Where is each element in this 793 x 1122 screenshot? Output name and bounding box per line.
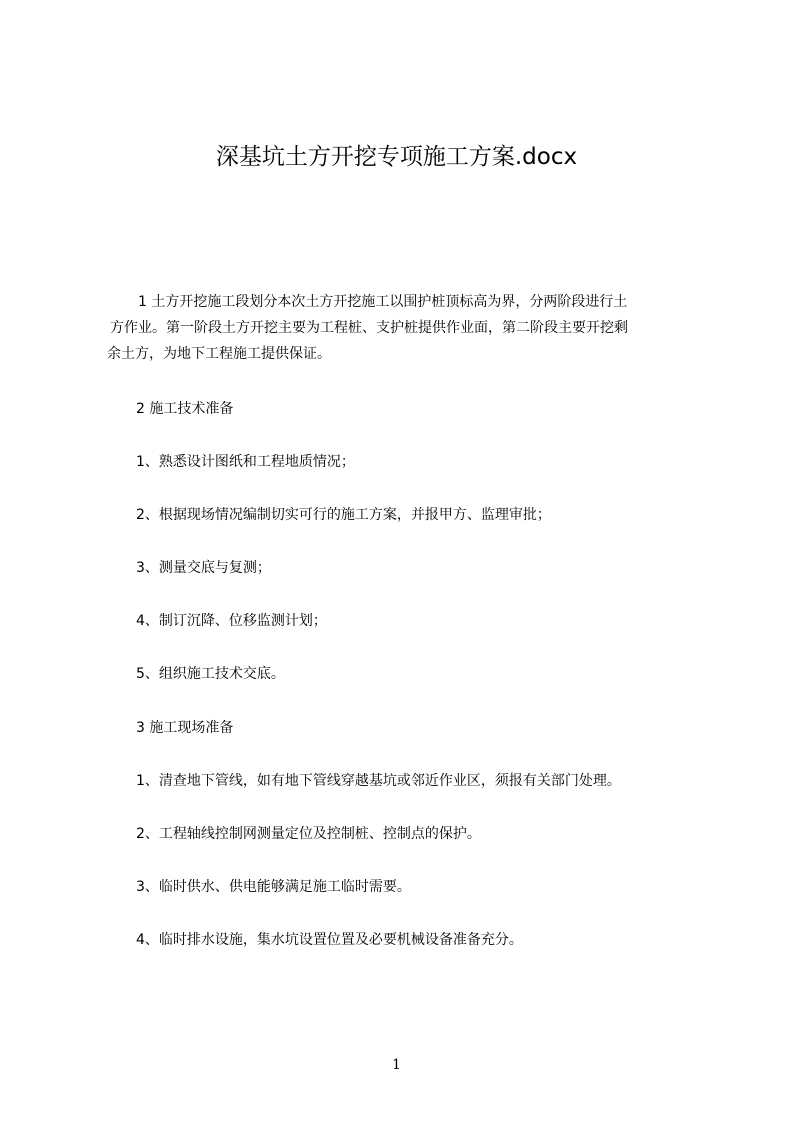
paragraph-line: 方作业。第一阶段土方开挖主要为工程桩、支护桩提供作业面，第二阶段主要开挖剩 <box>110 320 628 336</box>
page-number: 1 <box>392 1057 401 1073</box>
list-item: 3、临时供水、供电能够满足施工临时需要。 <box>136 879 411 895</box>
paragraph-line: 1 土方开挖施工段划分本次土方开挖施工以围护桩顶标高为界，分两阶段进行土 <box>138 294 628 310</box>
document-title: 深基坑土方开挖专项施工方案.docx <box>215 144 578 170</box>
list-item: 1、熟悉设计图纸和工程地质情况； <box>136 454 355 470</box>
section-heading-technical-prep: 2 施工技术准备 <box>136 401 234 417</box>
list-item: 4、制订沉降、位移监测计划； <box>136 613 327 629</box>
paragraph-earthwork-stages <box>107 289 707 367</box>
paragraph-line: 余土方，为地下工程施工提供保证。 <box>107 346 331 362</box>
list-item: 4、临时排水设施，集水坑设置位置及必要机械设备准备充分。 <box>136 932 523 948</box>
list-item: 2、根据现场情况编制切实可行的施工方案，并报甲方、监理审批； <box>136 507 551 523</box>
list-item: 5、组织施工技术交底。 <box>136 666 285 682</box>
list-item: 2、工程轴线控制网测量定位及控制桩、控制点的保护。 <box>136 826 481 842</box>
list-item: 3、测量交底与复测； <box>136 560 271 576</box>
list-item: 1、清查地下管线，如有地下管线穿越基坑或邻近作业区，须报有关部门处理。 <box>136 773 621 789</box>
section-heading-site-prep: 3 施工现场准备 <box>136 720 234 736</box>
